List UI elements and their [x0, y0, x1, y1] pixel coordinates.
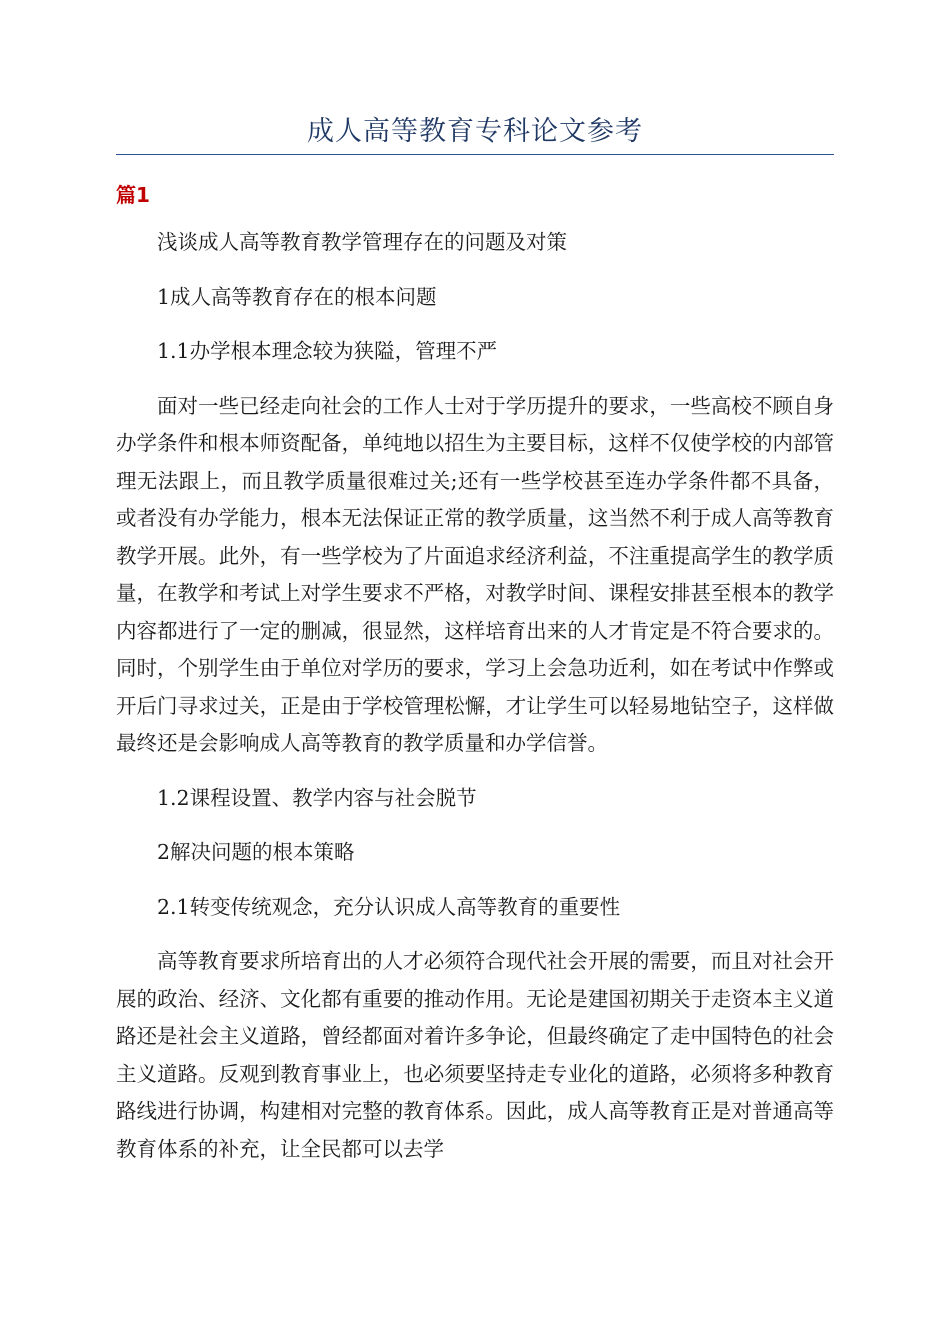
title-underline — [116, 154, 834, 155]
article-title: 浅谈成人高等教育教学管理存在的问题及对策 — [157, 230, 567, 254]
document-body — [116, 224, 834, 1185]
document-title: 成人高等教育专科论文参考 — [307, 116, 643, 147]
heading-1: 1成人高等教育存在的根本问题 — [157, 284, 437, 309]
paragraph-1: 面对一些已经走向社会的工作人士对于学历提升的要求，一些高校不顾自身办学条件和根本师资配备，单纯地以招生为主要目标，这样不仅使学校的内部管理无法跟上，而且教学质量很难过关;还有一些学校甚至连办学条件都不具备，或者没有办学能力，根本无法保证正常的教学质量，这当然不利于成人高等教育教学开展。此外，有一些学校为了片面追求经济利益，不注重提高学生的教学质量，在教学和考试上对学生要求不严格，对教学时间、课程安排甚至根本的教学内容都进行了一定的删减，很显然，这样培育出来的人才肯定是不符合要求的。同时，个别学生由于单位对学历的要求，学习上会急功近利，如在考试中作弊或开后门寻求过关，正是由于学校管理松懈，才让学生可以轻易地钻空子，这样做最终还是会影响成人高等教育的教学质量和办学信誉。 — [116, 393, 834, 755]
section-label: 篇1 — [116, 183, 150, 207]
paragraph-2: 高等教育要求所培育出的人才必须符合现代社会开展的需要，而且对社会开展的政治、经济、文化都有重要的推动作用。无论是建国初期关于走资本主义道路还是社会主义道路，曾经都面对着许多争论，但最终确定了走中国特色的社会主义道路。反观到教育事业上，也必须要坚持走专业化的道路，必须将多种教育路线进行协调，构建相对完整的教育体系。因此，成人高等教育正是对普通高等教育体系的补充，让全民都可以去学 — [116, 949, 834, 1161]
heading-1-1: 1.1办学根本理念较为狭隘，管理不严 — [157, 339, 498, 363]
heading-1-2: 1.2课程设置、教学内容与社会脱节 — [157, 785, 477, 810]
heading-2: 2解决问题的根本策略 — [157, 840, 355, 864]
heading-2-1: 2.1转变传统观念，充分认识成人高等教育的重要性 — [157, 894, 621, 919]
